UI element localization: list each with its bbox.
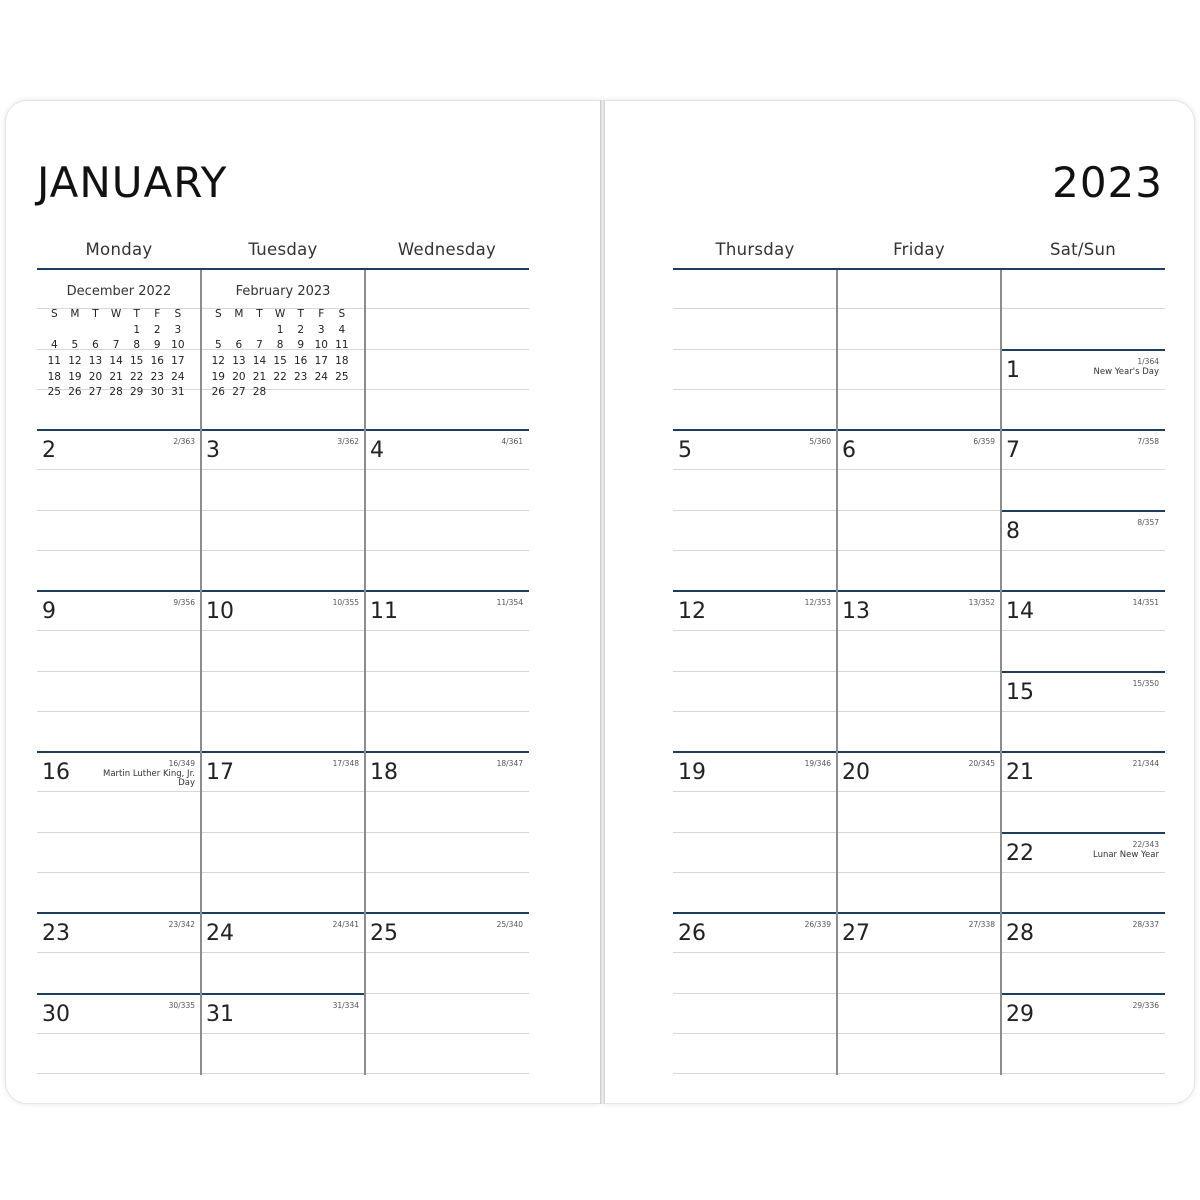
- mini-calendar-week: [208, 323, 358, 339]
- holiday-label: New Year's Day: [1093, 367, 1159, 377]
- weekday-header-thursday: Thursday: [715, 240, 795, 259]
- day-of-year-counter: 26/339: [804, 920, 831, 929]
- writing-line: [673, 711, 1165, 712]
- writing-line: [673, 308, 1165, 309]
- writing-line: [673, 1033, 1165, 1034]
- mini-calendar-day: 8: [276, 339, 284, 352]
- mini-calendar-week: [44, 385, 194, 401]
- day-number: 30: [42, 1002, 70, 1027]
- writing-line: [37, 1073, 529, 1074]
- mini-calendar-title: December 2022: [66, 284, 172, 299]
- mini-calendar-day: 28: [109, 386, 123, 399]
- writing-line: [673, 1073, 1165, 1074]
- day-of-year-counter: 6/359: [973, 437, 995, 446]
- weekday-header-wednesday: Wednesday: [397, 240, 497, 259]
- planner-spine: [600, 100, 605, 1104]
- mini-calendar-day: [44, 323, 65, 339]
- writing-line: [673, 550, 1165, 551]
- mini-calendar-day: [270, 385, 291, 401]
- day-number: 10: [206, 599, 234, 624]
- day-number: 29: [1006, 1002, 1034, 1027]
- mini-calendar-week: [44, 370, 194, 386]
- week-rule: [37, 751, 529, 753]
- mini-calendar-day: 20: [88, 370, 103, 383]
- writing-line: [37, 469, 529, 470]
- writing-line: [673, 630, 1165, 631]
- day-number: 20: [842, 760, 870, 785]
- mini-calendar-day: 12: [68, 355, 82, 368]
- holiday-label: Martin Luther King, Jr. Day: [103, 769, 195, 788]
- day-of-year-counter: 23/342: [168, 920, 195, 929]
- mini-calendar-week: [44, 338, 194, 354]
- mini-calendar-december-2022: [44, 284, 194, 401]
- mini-calendar-week: [208, 354, 358, 370]
- mini-calendar-day: 16: [150, 355, 164, 368]
- mini-calendar-day: 24: [171, 370, 185, 383]
- day-number: 4: [370, 438, 384, 463]
- mini-calendar-day: 27: [232, 386, 246, 399]
- mini-calendar-day: 20: [232, 370, 246, 383]
- day-of-year-counter: 28/337: [1132, 920, 1159, 929]
- day-of-year-counter: 25/340: [496, 920, 523, 929]
- mini-calendar-day: 14: [252, 355, 267, 368]
- year-title: 2023: [1052, 158, 1163, 207]
- week-rule: [673, 751, 1165, 753]
- day-of-year-counter: 18/347: [496, 759, 523, 768]
- week-rule: [673, 912, 1165, 914]
- mini-weekday: S: [214, 308, 222, 320]
- mini-calendar-day: 9: [153, 339, 161, 352]
- weekday-header-friday: Friday: [893, 240, 945, 259]
- mini-weekday: T: [92, 308, 99, 320]
- mini-calendar-day: 13: [88, 355, 103, 368]
- mini-weekday: S: [50, 308, 58, 320]
- week-rule: [37, 590, 529, 592]
- mini-calendar-day: 7: [256, 339, 263, 352]
- weekday-header-monday: Monday: [85, 240, 153, 259]
- day-of-year-counter: 29/336: [1132, 1001, 1159, 1010]
- day-of-year-counter: 4/361: [501, 437, 523, 446]
- mini-calendar-day: 26: [68, 386, 82, 399]
- day-number: 24: [206, 921, 234, 946]
- day-number: 2: [42, 438, 56, 463]
- column-divider: [200, 270, 202, 1075]
- day-of-year-counter: 27/338: [968, 920, 995, 929]
- mini-calendar-day: 1: [133, 323, 141, 336]
- mini-calendar-day: 2: [297, 323, 305, 336]
- weekend-rule: [1001, 349, 1165, 351]
- mini-calendar-week: [208, 370, 358, 386]
- day-number: 5: [678, 438, 692, 463]
- day-of-year-counter: 7/358: [1137, 437, 1159, 446]
- weekday-header-tuesday: Tuesday: [248, 240, 318, 259]
- mini-calendar-february-2023: [208, 284, 358, 401]
- mini-calendar-day: 16: [293, 355, 308, 368]
- mini-calendar-week: [208, 338, 358, 354]
- column-divider: [364, 270, 366, 1075]
- mini-calendar-day: 22: [273, 370, 287, 383]
- weekday-header-satsun: Sat/Sun: [1049, 240, 1117, 259]
- mini-calendar-body: [208, 323, 358, 401]
- mini-calendar-day: 11: [47, 355, 61, 368]
- day-number: 26: [678, 921, 706, 946]
- mini-calendar-week: [44, 323, 194, 339]
- day-of-year-counter: 16/349: [168, 759, 195, 768]
- mini-calendar-day: 23: [293, 370, 308, 383]
- day-number: 1: [1006, 358, 1020, 383]
- mini-weekday: F: [154, 308, 161, 320]
- mini-calendar-day: 3: [174, 323, 182, 336]
- writing-line: [37, 952, 529, 953]
- mini-calendar-day: 11: [335, 339, 349, 352]
- writing-line: [673, 872, 1165, 873]
- mini-calendar-day: 9: [297, 339, 305, 352]
- writing-line: [37, 711, 529, 712]
- mini-calendar-day: 12: [211, 355, 225, 368]
- writing-line: [37, 1033, 529, 1034]
- day-of-year-counter: 20/345: [968, 759, 995, 768]
- mini-calendar-day: 3: [317, 323, 325, 336]
- day-number: 11: [370, 599, 398, 624]
- day-of-year-counter: 14/351: [1132, 598, 1159, 607]
- day-of-year-counter: 17/348: [332, 759, 359, 768]
- mini-calendar-day: 28: [252, 386, 267, 399]
- day-of-year-counter: 5/360: [809, 437, 831, 446]
- mini-calendar-day: 4: [338, 323, 346, 336]
- mini-calendar-day: 23: [150, 370, 164, 383]
- writing-line: [37, 671, 529, 672]
- mini-calendar-week: [44, 354, 194, 370]
- day-of-year-counter: 24/341: [332, 920, 359, 929]
- day-of-year-counter: 8/357: [1137, 518, 1159, 527]
- mini-calendar-day: 21: [252, 370, 267, 383]
- writing-line: [673, 791, 1165, 792]
- day-of-year-counter: 1/364: [1137, 357, 1159, 366]
- day-number: 3: [206, 438, 220, 463]
- mini-calendar-day: 14: [109, 355, 123, 368]
- mini-calendar-day: 2: [153, 323, 161, 336]
- mini-calendar-day: 26: [211, 386, 225, 399]
- weekend-rule: [1001, 671, 1165, 673]
- writing-line: [673, 952, 1165, 953]
- mini-calendar-day: 18: [47, 370, 61, 383]
- writing-line: [37, 872, 529, 873]
- mini-calendar-weekday-row: [208, 307, 358, 323]
- writing-line: [37, 630, 529, 631]
- day-number: 22: [1006, 841, 1034, 866]
- mini-calendar-day: 21: [109, 370, 123, 383]
- day-number: 7: [1006, 438, 1020, 463]
- mini-weekday: T: [256, 308, 263, 320]
- header-rule-left: [37, 268, 529, 270]
- mini-calendar-day: 17: [171, 355, 185, 368]
- day-number: 8: [1006, 519, 1020, 544]
- mini-calendar-weekday-row: [44, 307, 194, 323]
- day-of-year-counter: 21/344: [1132, 759, 1159, 768]
- mini-calendar-title: February 2023: [235, 284, 331, 299]
- mini-calendar-day: 1: [276, 323, 284, 336]
- day-number: 15: [1006, 680, 1034, 705]
- mini-weekday: W: [274, 308, 286, 320]
- writing-line: [37, 832, 529, 833]
- day-of-year-counter: 12/353: [804, 598, 831, 607]
- mini-calendar-day: 10: [314, 339, 328, 352]
- day-number: 23: [42, 921, 70, 946]
- header-rule-right: [673, 268, 1165, 270]
- day-of-year-counter: 19/346: [804, 759, 831, 768]
- day-of-year-counter: 22/343: [1132, 840, 1159, 849]
- day-number: 6: [842, 438, 856, 463]
- day-number: 17: [206, 760, 234, 785]
- writing-line: [673, 469, 1165, 470]
- mini-calendar-day: 19: [211, 370, 225, 383]
- weekend-rule: [1001, 510, 1165, 512]
- day-of-year-counter: 13/352: [968, 598, 995, 607]
- month-title: JANUARY: [37, 158, 228, 207]
- writing-line: [37, 510, 529, 511]
- mini-calendar-day: 27: [88, 386, 103, 399]
- mini-calendar-day: 25: [335, 370, 349, 383]
- day-number: 12: [678, 599, 706, 624]
- mini-calendar-day: 6: [92, 339, 99, 352]
- weekend-rule: [1001, 993, 1165, 995]
- day-of-year-counter: 15/350: [1132, 679, 1159, 688]
- mini-calendar-day: [106, 323, 127, 339]
- mini-calendar-day: 29: [129, 386, 144, 399]
- day-number: 9: [42, 599, 56, 624]
- day-number: 25: [370, 921, 398, 946]
- mini-calendar-day: 10: [171, 339, 185, 352]
- day-number: 18: [370, 760, 398, 785]
- holiday-label: Lunar New Year: [1092, 850, 1159, 860]
- day-of-year-counter: 30/335: [168, 1001, 195, 1010]
- day-of-year-counter: 2/363: [173, 437, 195, 446]
- mini-calendar-day: [208, 323, 229, 339]
- weekend-rule: [1001, 832, 1165, 834]
- mini-calendar-day: [332, 385, 353, 401]
- day-number: 16: [42, 760, 70, 785]
- day-of-year-counter: 3/362: [337, 437, 359, 446]
- mini-calendar-day: 6: [235, 339, 243, 352]
- day-number: 31: [206, 1002, 234, 1027]
- mini-calendar-day: [65, 323, 86, 339]
- mini-weekday: W: [110, 308, 122, 320]
- week-rule: [37, 429, 529, 431]
- mini-calendar-day: [229, 323, 250, 339]
- day-number: 13: [842, 599, 870, 624]
- mini-calendar-day: 13: [232, 355, 246, 368]
- column-divider: [1000, 270, 1002, 1075]
- day-number: 21: [1006, 760, 1034, 785]
- column-divider: [836, 270, 838, 1075]
- mini-calendar-day: 30: [150, 386, 164, 399]
- mini-weekday: F: [318, 308, 325, 320]
- week-rule: [673, 590, 1165, 592]
- mini-calendar-day: [290, 385, 311, 401]
- mini-calendar-day: [85, 323, 106, 339]
- mini-calendar-body: [44, 323, 194, 401]
- writing-line: [37, 550, 529, 551]
- mini-calendar-day: 5: [214, 339, 222, 352]
- mini-calendar-week: [208, 385, 358, 401]
- week-rule: [673, 429, 1165, 431]
- mini-calendar-day: 5: [71, 339, 79, 352]
- mini-calendar-day: 4: [50, 339, 58, 352]
- mini-calendar-day: 17: [314, 355, 328, 368]
- mini-calendar-day: [311, 385, 332, 401]
- mini-calendar-day: 8: [133, 339, 141, 352]
- mini-weekday: S: [338, 308, 346, 320]
- mini-calendar-day: 15: [129, 355, 144, 368]
- week-rule: [37, 912, 529, 914]
- day-of-year-counter: 9/356: [173, 598, 195, 607]
- day-of-year-counter: 11/354: [496, 598, 523, 607]
- mini-calendar-day: 7: [112, 339, 120, 352]
- mini-weekday: S: [174, 308, 182, 320]
- mini-calendar-day: 31: [171, 386, 185, 399]
- writing-line: [37, 791, 529, 792]
- mini-calendar-day: 18: [335, 355, 349, 368]
- mini-weekday: M: [234, 308, 244, 320]
- day-of-year-counter: 31/334: [332, 1001, 359, 1010]
- day-number: 19: [678, 760, 706, 785]
- day-number: 28: [1006, 921, 1034, 946]
- mini-calendar-day: 25: [47, 386, 61, 399]
- mini-weekday: T: [133, 308, 140, 320]
- mini-calendar-day: 15: [273, 355, 287, 368]
- mini-weekday: M: [70, 308, 80, 320]
- mini-calendar-day: [249, 323, 270, 339]
- day-number: 27: [842, 921, 870, 946]
- mini-calendar-day: 22: [129, 370, 144, 383]
- day-number: 14: [1006, 599, 1034, 624]
- day-of-year-counter: 10/355: [332, 598, 359, 607]
- mini-calendar-day: 24: [314, 370, 328, 383]
- mini-weekday: T: [297, 308, 304, 320]
- mini-calendar-day: 19: [68, 370, 82, 383]
- writing-line: [673, 389, 1165, 390]
